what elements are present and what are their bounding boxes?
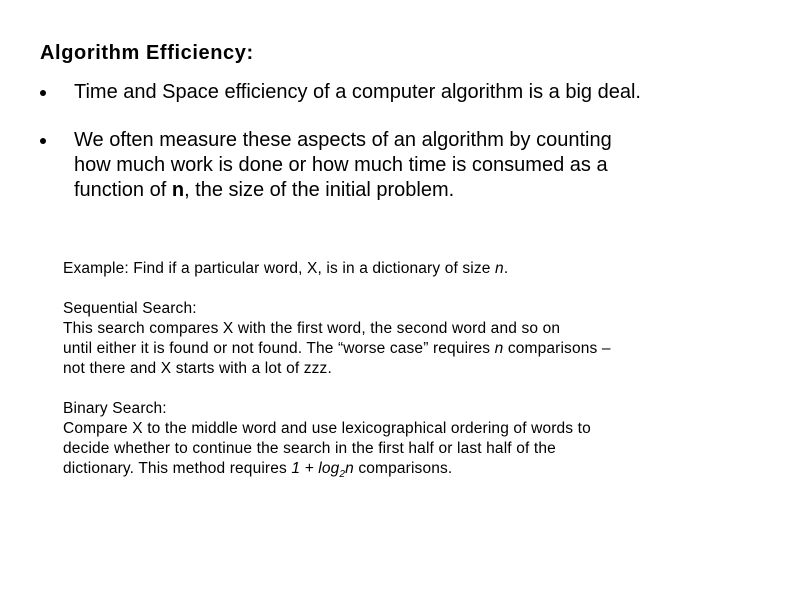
binary-search-line: Compare X to the middle word and use lexicographical ordering of words to: [63, 420, 591, 437]
bullet-text-line: how much work is done or how much time is consumed as a: [74, 154, 608, 176]
binary-search-heading: Binary Search:: [63, 400, 167, 417]
formula-subscript: 2: [339, 469, 346, 481]
example-statement: [63, 259, 773, 279]
binary-search-line: decide whether to continue the search in the first half or last half of the: [63, 440, 556, 457]
example-text: .: [503, 260, 509, 277]
bullet-dot-icon: [40, 90, 46, 96]
binary-search-line: [63, 459, 773, 479]
variable-n: n: [171, 179, 185, 201]
binary-search-text: dictionary. This method requires: [63, 460, 292, 477]
sequential-search-text: comparisons –: [503, 340, 611, 357]
sequential-search-line: not there and X starts with a lot of zzz.: [63, 360, 332, 377]
variable-n: n: [495, 260, 504, 277]
log-formula: [291, 460, 354, 481]
binary-search-text: comparisons.: [353, 460, 453, 477]
variable-n: n: [494, 340, 504, 357]
binary-search-section: [63, 399, 773, 479]
example-text: Example: Find if a particular word, X, is in a dictionary of size: [63, 260, 496, 277]
bullet-text-line: [74, 178, 780, 203]
bullet-list: [40, 80, 780, 203]
bullet-dot-icon: [40, 138, 46, 144]
slide-title: Algorithm Efficiency:: [40, 42, 254, 64]
sequential-search-section: [63, 299, 773, 379]
bullet-text: Time and Space efficiency of a computer algorithm is a big deal.: [74, 81, 641, 103]
bullet-item: [40, 128, 780, 203]
bullet-text-segment: function of: [74, 179, 172, 201]
formula-main: 1 + log: [291, 460, 340, 477]
bullet-text-line: We often measure these aspects of an algorithm by counting: [74, 129, 612, 151]
variable-n: n: [345, 460, 354, 477]
sequential-search-text: until either it is found or not found. The “worse case” requires: [63, 340, 495, 357]
bullet-item: [40, 80, 780, 105]
bullet-text-segment: , the size of the initial problem.: [184, 179, 455, 201]
sequential-search-heading: Sequential Search:: [63, 300, 197, 317]
sequential-search-line: [63, 339, 773, 359]
example-block: [63, 259, 773, 479]
sequential-search-line: This search compares X with the first word, the second word and so on: [63, 320, 561, 337]
